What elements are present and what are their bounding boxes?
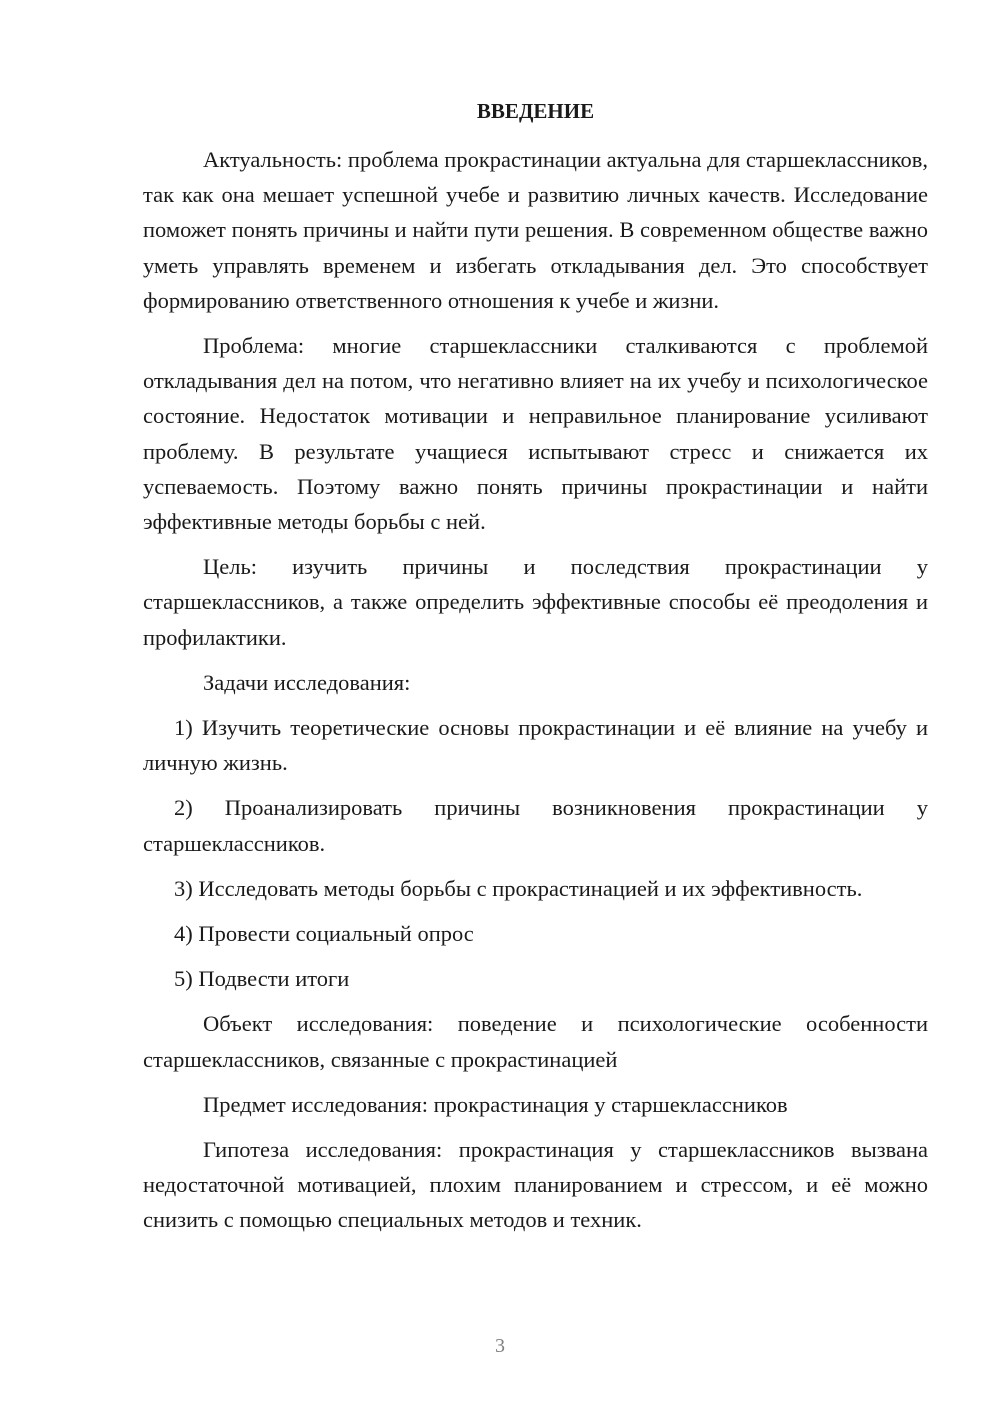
task-item-3: 3) Исследовать методы борьбы с прокрастинацией и их эффективность. (174, 875, 863, 901)
section-title: ВВЕДЕНИЕ (476, 99, 595, 123)
task-item-1: 1) Изучить теоретические основы прокрастинации и её влияние на учебу и личную жизнь. (143, 715, 928, 776)
document-body (143, 142, 928, 1248)
task-item-4: 4) Провести социальный опрос (174, 921, 474, 947)
object-paragraph: Объект исследования: поведение и психологические особенности старшеклассников, связанные с прокрастинацией (143, 1011, 928, 1072)
goal-paragraph: Цель: изучить причины и последствия прокрастинации у старшеклассников, а также определить эффективные способы её преодоления и профилактики. (143, 554, 928, 650)
subject-paragraph: Предмет исследования: прокрастинация у старшеклассников (203, 1091, 788, 1117)
problem-paragraph: Проблема: многие старшеклассники сталкиваются с проблемой откладывания дел на потом, что негативно влияет на их учебу и психологическое состояние. Недостаток мотивации и неправильное планирование усиливают проблему. В результате учащиеся испытывают стресс и снижается их успеваемость. Поэтому важно понять причины прокрастинации и найти эффективные методы борьбы с ней. (143, 333, 928, 535)
task-item-5: 5) Подвести итоги (174, 966, 350, 992)
page-number: 3 (495, 1335, 505, 1357)
task-item-2: 2) Проанализировать причины возникновения прокрастинации у старшеклассников. (143, 795, 928, 856)
tasks-heading: Задачи исследования: (203, 669, 411, 695)
hypothesis-paragraph: Гипотеза исследования: прокрастинация у старшеклассников вызвана недостаточной мотивацией, плохим планированием и стрессом, и её можно снизить с помощью специальных методов и техник. (143, 1137, 928, 1233)
relevance-paragraph: Актуальность: проблема прокрастинации актуальна для старшеклассников, так как она мешает успешной учебе и развитию личных качеств. Исследование поможет понять причины и найти пути решения. В современном обществе важно уметь управлять временем и избегать откладывания дел. Это способствует формированию ответственного отношения к учебе и жизни. (143, 147, 928, 313)
